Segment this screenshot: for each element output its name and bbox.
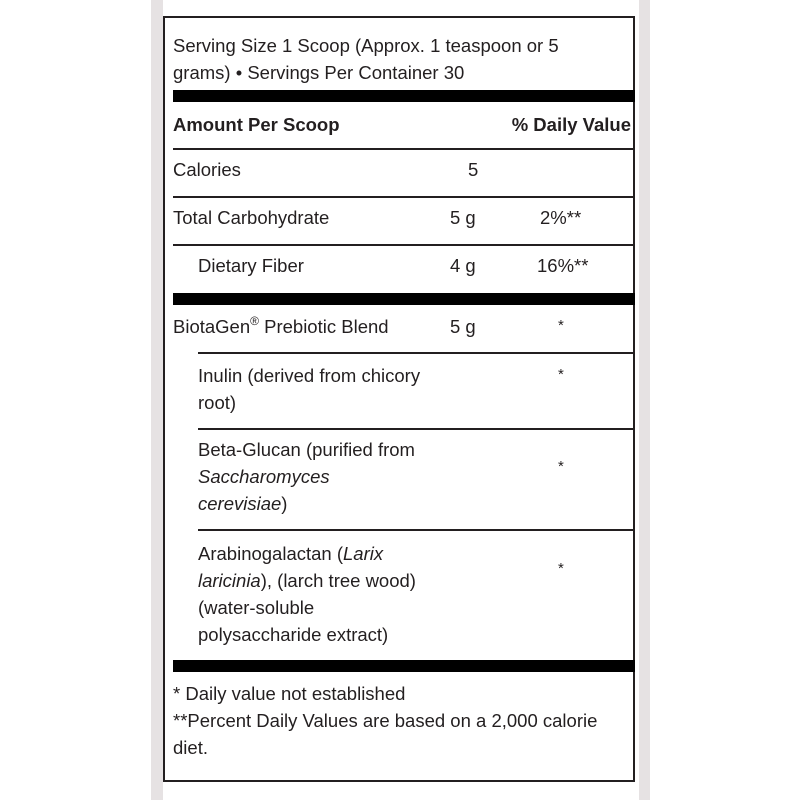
divider	[198, 428, 635, 430]
arabinogalactan-line3: (water-soluble	[198, 597, 315, 618]
calories-amount: 5	[468, 159, 479, 180]
serving-size-line2: grams) • Servings Per Container 30	[173, 62, 465, 83]
beta-glucan-line1: Beta-Glucan (purified from	[198, 439, 415, 460]
total-carbohydrate-amount: 5 g	[450, 207, 476, 228]
inulin-line1: Inulin (derived from chicory	[198, 365, 421, 386]
beta-glucan-dv: *	[558, 458, 564, 475]
thick-divider-middle	[173, 293, 635, 305]
dietary-fiber-dv: 16%**	[537, 255, 589, 276]
prebiotic-blend-amount: 5 g	[450, 316, 476, 337]
arabinogalactan-line2: laricinia), (larch tree wood)	[198, 570, 416, 591]
prebiotic-blend-dv: *	[558, 317, 564, 334]
registered-mark: ®	[250, 314, 259, 328]
beta-glucan-line2: Saccharomyces	[198, 466, 330, 487]
divider	[173, 196, 635, 198]
calories-label: Calories	[173, 159, 241, 180]
arabinogalactan-line4: polysaccharide extract)	[198, 624, 389, 645]
daily-value-header: % Daily Value	[511, 114, 631, 135]
footnote-percent-dv-line1: **Percent Daily Values are based on a 2,000 calorie	[173, 710, 598, 731]
arabinogalactan-dv: *	[558, 560, 564, 577]
serving-size-line1: Serving Size 1 Scoop (Approx. 1 teaspoon or 5	[173, 35, 559, 56]
amount-per-scoop-header: Amount Per Scoop	[173, 114, 340, 135]
thick-divider-bottom	[173, 660, 635, 672]
total-carbohydrate-label: Total Carbohydrate	[173, 207, 330, 228]
inulin-line2: root)	[198, 392, 237, 413]
divider	[198, 529, 635, 531]
left-background-band	[151, 0, 163, 800]
footnote-daily-value: * Daily value not established	[173, 683, 406, 704]
prebiotic-blend-label: BiotaGen® Prebiotic Blend	[173, 314, 389, 337]
divider	[173, 244, 635, 246]
arabinogalactan-line1: Arabinogalactan (Larix	[198, 543, 384, 564]
total-carbohydrate-dv: 2%**	[540, 207, 582, 228]
supplement-facts-panel	[163, 16, 635, 782]
dietary-fiber-amount: 4 g	[450, 255, 476, 276]
thick-divider-top	[173, 90, 635, 102]
footnote-percent-dv-line2: diet.	[173, 737, 208, 758]
dietary-fiber-label: Dietary Fiber	[198, 255, 304, 276]
beta-glucan-line3: cerevisiae)	[198, 493, 288, 514]
right-background-band	[639, 0, 650, 800]
inulin-dv: *	[558, 366, 564, 383]
divider	[198, 352, 635, 354]
divider	[173, 148, 635, 150]
